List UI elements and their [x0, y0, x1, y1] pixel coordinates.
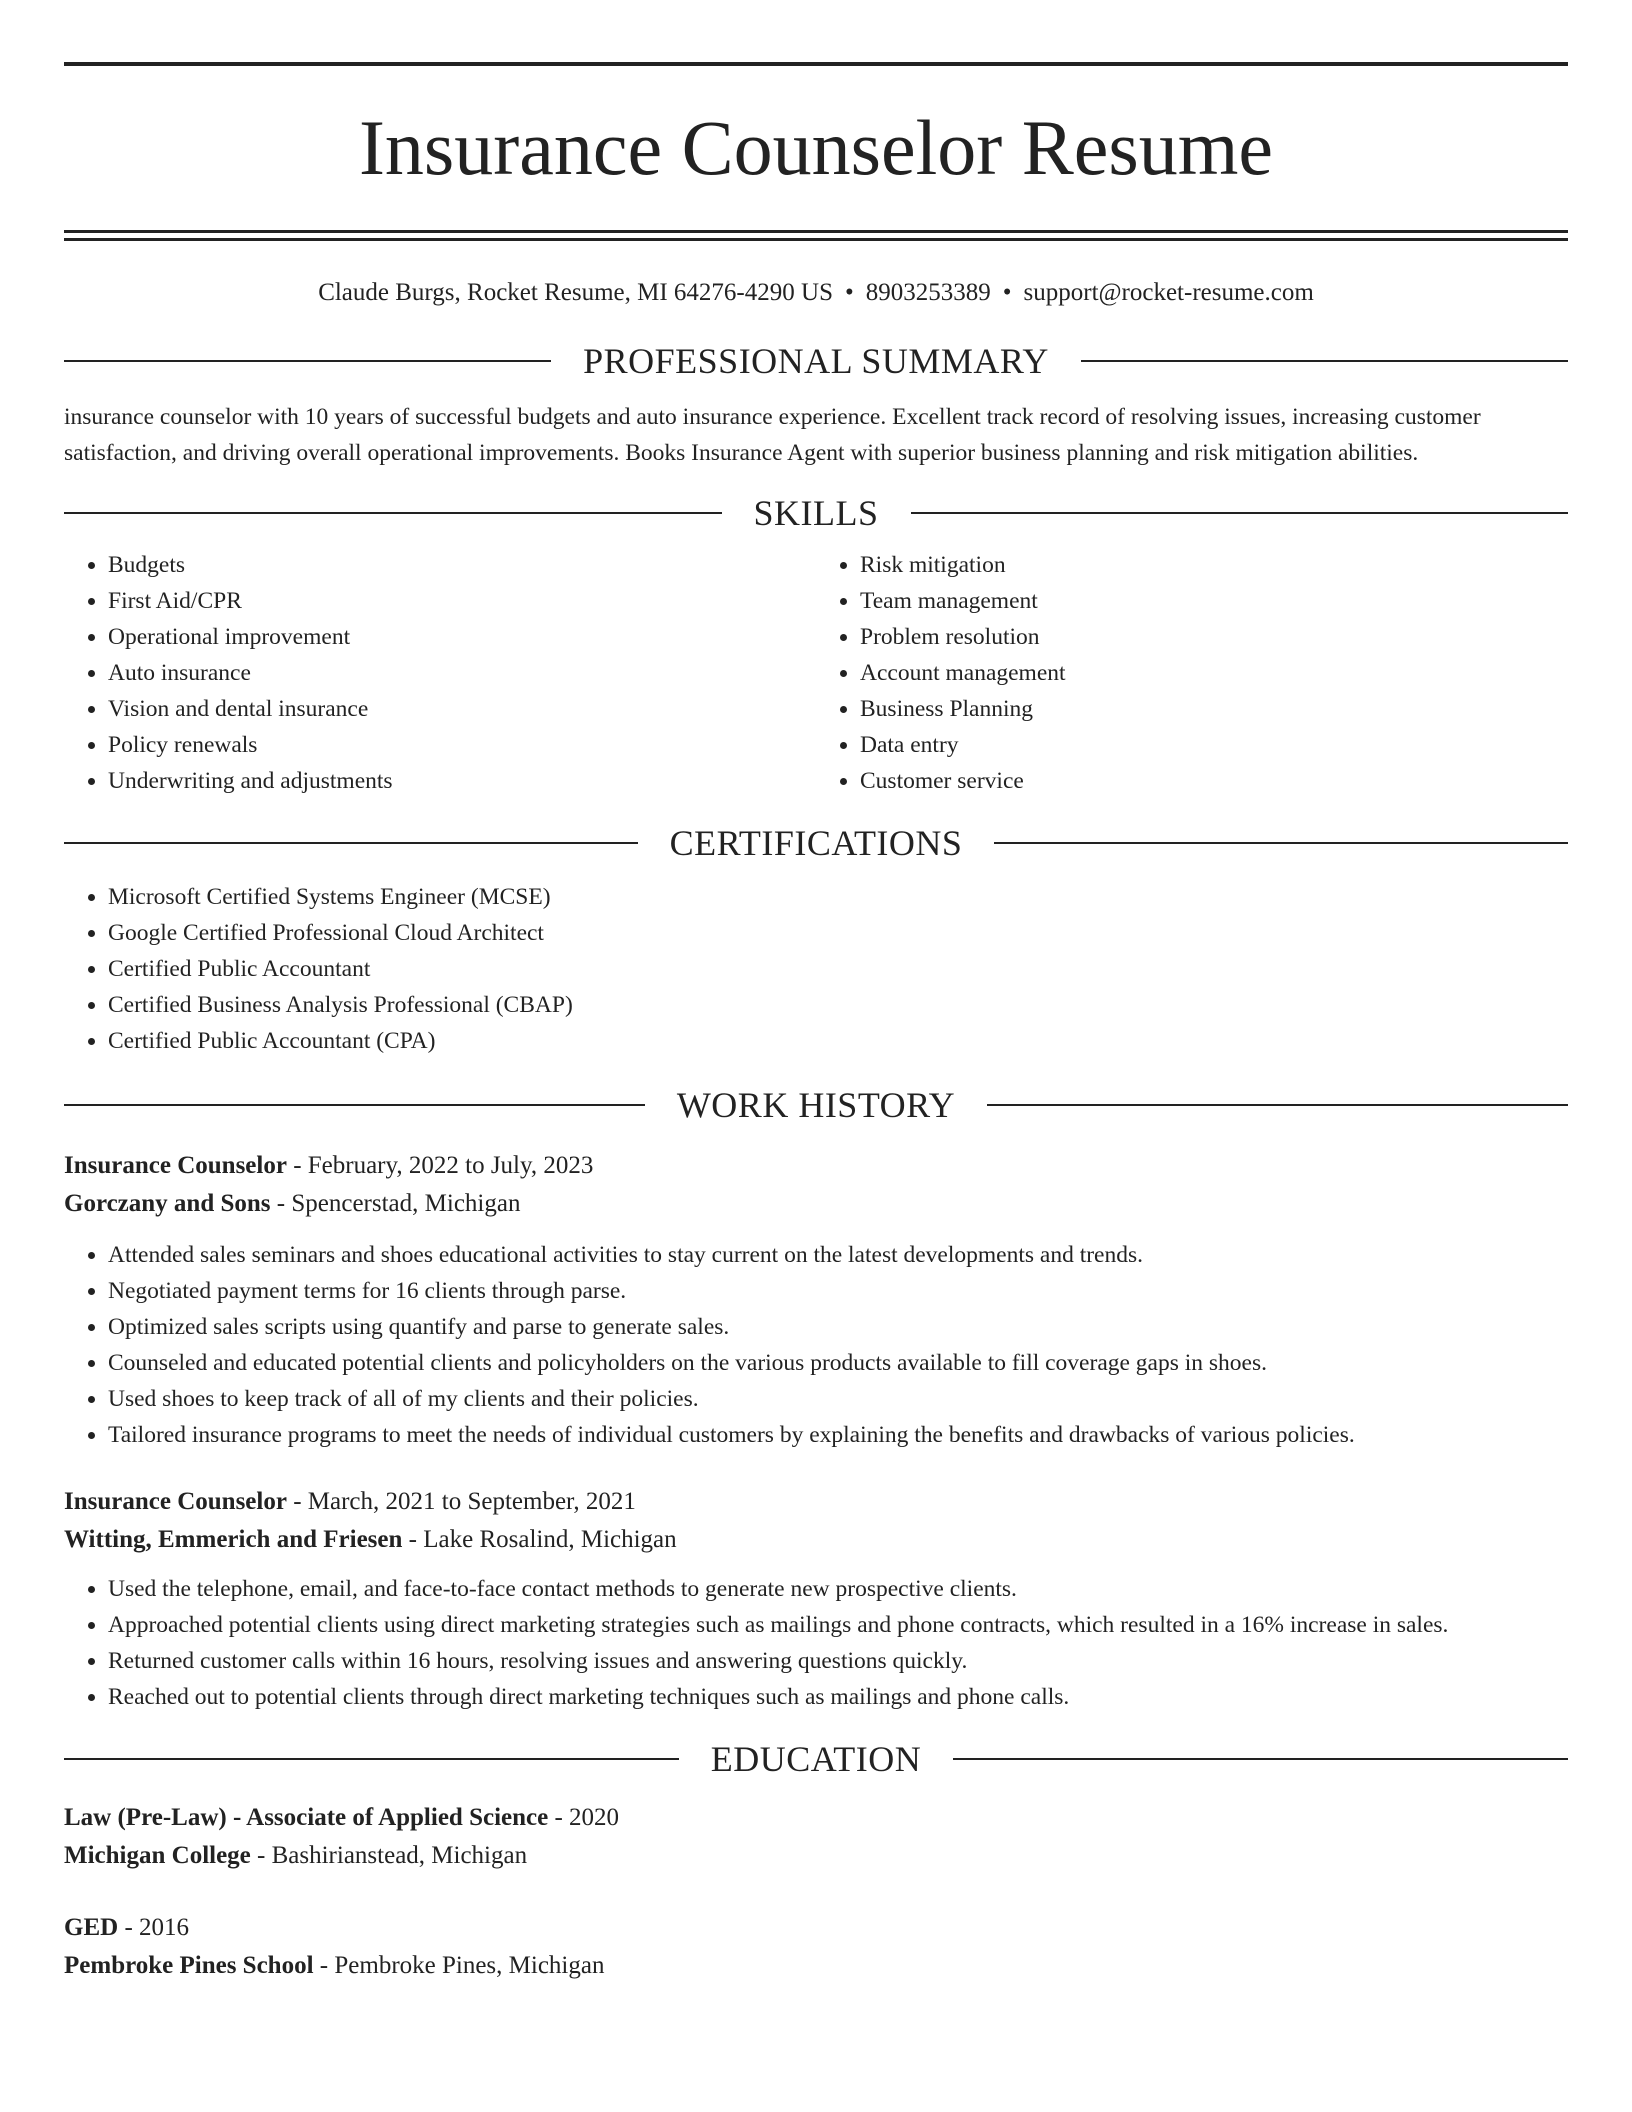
heading-rule — [953, 1758, 1568, 1760]
contact-separator: • — [844, 279, 854, 306]
list-item: • Returned customer calls within 16 hours, resolving issues and answering questions quickly. — [108, 1643, 1568, 1679]
education-entry — [64, 1799, 1568, 1875]
resume-content — [64, 62, 1568, 1985]
heading-rule — [64, 360, 551, 362]
heading-rule — [994, 842, 1568, 844]
degree: Law (Pre-Law) - Associate of Applied Science — [64, 1804, 549, 1831]
job-location: - Lake Rosalind, Michigan — [402, 1526, 677, 1553]
section-title: PROFESSIONAL SUMMARY — [583, 341, 1049, 381]
school-line — [64, 1947, 1568, 1985]
list-item: • Customer service — [860, 763, 1568, 799]
heading-rule — [1081, 360, 1568, 362]
top-rule — [64, 62, 1568, 66]
page-title: Insurance Counselor Resume — [358, 104, 1274, 191]
title-double-rule — [64, 230, 1568, 241]
list-item: • Risk mitigation — [860, 547, 1568, 583]
list-item: • Underwriting and adjustments — [108, 763, 816, 799]
contact-address: Claude Burgs, Rocket Resume, MI 64276-4290 US — [318, 279, 833, 306]
school-location: - Bashirianstead, Michigan — [250, 1842, 528, 1869]
list-item: • Certified Public Accountant (CPA) — [108, 1023, 1568, 1059]
contact-phone: 8903253389 — [865, 279, 991, 306]
list-item: • Approached potential clients using direct marketing strategies such as mailings and phone contracts, which resulted in a 16% increase in sales. — [108, 1607, 1568, 1643]
job-entry — [64, 1483, 1568, 1715]
list-item: • Policy renewals — [108, 727, 816, 763]
section-title: CERTIFICATIONS — [669, 823, 963, 863]
school-location: - Pembroke Pines, Michigan — [313, 1952, 605, 1979]
degree-line — [64, 1799, 1568, 1837]
job-company: Witting, Emmerich and Friesen — [64, 1526, 403, 1553]
heading-rule — [64, 1104, 645, 1106]
contact-separator: • — [1002, 279, 1012, 306]
list-item: • Account management — [860, 655, 1568, 691]
heading-rule — [64, 512, 722, 514]
contact-line — [64, 277, 1568, 309]
school: Michigan College — [64, 1842, 251, 1869]
job-title: Insurance Counselor — [64, 1152, 287, 1179]
heading-rule — [64, 1758, 679, 1760]
list-item: • Operational improvement — [108, 619, 816, 655]
job-bullets — [64, 1571, 1568, 1715]
section-heading-skills — [64, 489, 1568, 537]
list-item: • Negotiated payment terms for 16 clients through parse. — [108, 1273, 1568, 1309]
certifications-list — [64, 879, 1568, 1059]
job-location: - Spencerstad, Michigan — [270, 1190, 521, 1217]
list-item: • Tailored insurance programs to meet the needs of individual customers by explaining the benefits and drawbacks of various policies. — [108, 1417, 1568, 1453]
skills-list-right — [816, 547, 1568, 799]
skills-list-left — [64, 547, 816, 799]
job-dates: - February, 2022 to July, 2023 — [286, 1152, 594, 1179]
list-item: • Counseled and educated potential clients and policyholders on the various products available to fill coverage gaps in shoes. — [108, 1345, 1568, 1381]
degree-year: - 2020 — [548, 1804, 620, 1831]
school: Pembroke Pines School — [64, 1952, 314, 1979]
job-title-line — [64, 1483, 1568, 1521]
list-item: • Certified Public Accountant — [108, 951, 1568, 987]
job-company-line — [64, 1185, 1568, 1223]
list-item: • Business Planning — [860, 691, 1568, 727]
degree-year: - 2016 — [118, 1914, 190, 1941]
job-entry — [64, 1147, 1568, 1453]
list-item: • Problem resolution — [860, 619, 1568, 655]
section-title: EDUCATION — [710, 1739, 922, 1779]
summary-text: insurance counselor with 10 years of successful budgets and auto insurance experience. Excellent track record of resolving issues, increasing customer satisfaction, and driving overall operational improvements. Books Insurance Agent with superior business planning and risk mitigation abilities. — [64, 404, 1481, 466]
list-item: • Attended sales seminars and shoes educational activities to stay current on the latest developments and trends. — [108, 1237, 1568, 1273]
list-item: • Optimized sales scripts using quantify and parse to generate sales. — [108, 1309, 1568, 1345]
section-heading-certifications — [64, 819, 1568, 867]
job-bullets — [64, 1237, 1568, 1453]
list-item: • Data entry — [860, 727, 1568, 763]
list-item: • Used shoes to keep track of all of my clients and their policies. — [108, 1381, 1568, 1417]
job-company: Gorczany and Sons — [64, 1190, 271, 1217]
heading-rule — [987, 1104, 1568, 1106]
job-title-line — [64, 1147, 1568, 1185]
section-title: WORK HISTORY — [676, 1085, 956, 1125]
list-item: • Vision and dental insurance — [108, 691, 816, 727]
skills-grid — [64, 547, 1568, 799]
school-line — [64, 1837, 1568, 1875]
job-company-line — [64, 1521, 1568, 1559]
list-item: • Used the telephone, email, and face-to-face contact methods to generate new prospective clients. — [108, 1571, 1568, 1607]
list-item: • First Aid/CPR — [108, 583, 816, 619]
heading-rule — [911, 512, 1569, 514]
section-heading-summary — [64, 337, 1568, 385]
section-heading-work — [64, 1081, 1568, 1129]
list-item: • Certified Business Analysis Professional (CBAP) — [108, 987, 1568, 1023]
list-item: • Microsoft Certified Systems Engineer (MCSE) — [108, 879, 1568, 915]
list-item: • Budgets — [108, 547, 816, 583]
education-entry — [64, 1909, 1568, 1985]
job-dates: - March, 2021 to September, 2021 — [286, 1488, 636, 1515]
contact-email: support@rocket-resume.com — [1023, 279, 1314, 306]
list-item: • Reached out to potential clients through direct marketing techniques such as mailings and phone calls. — [108, 1679, 1568, 1715]
degree: GED — [64, 1914, 119, 1941]
heading-rule — [64, 842, 638, 844]
list-item: • Google Certified Professional Cloud Architect — [108, 915, 1568, 951]
list-item: • Auto insurance — [108, 655, 816, 691]
list-item: • Team management — [860, 583, 1568, 619]
job-title: Insurance Counselor — [64, 1488, 287, 1515]
section-title: SKILLS — [753, 493, 879, 533]
section-heading-education — [64, 1735, 1568, 1783]
degree-line — [64, 1909, 1568, 1947]
